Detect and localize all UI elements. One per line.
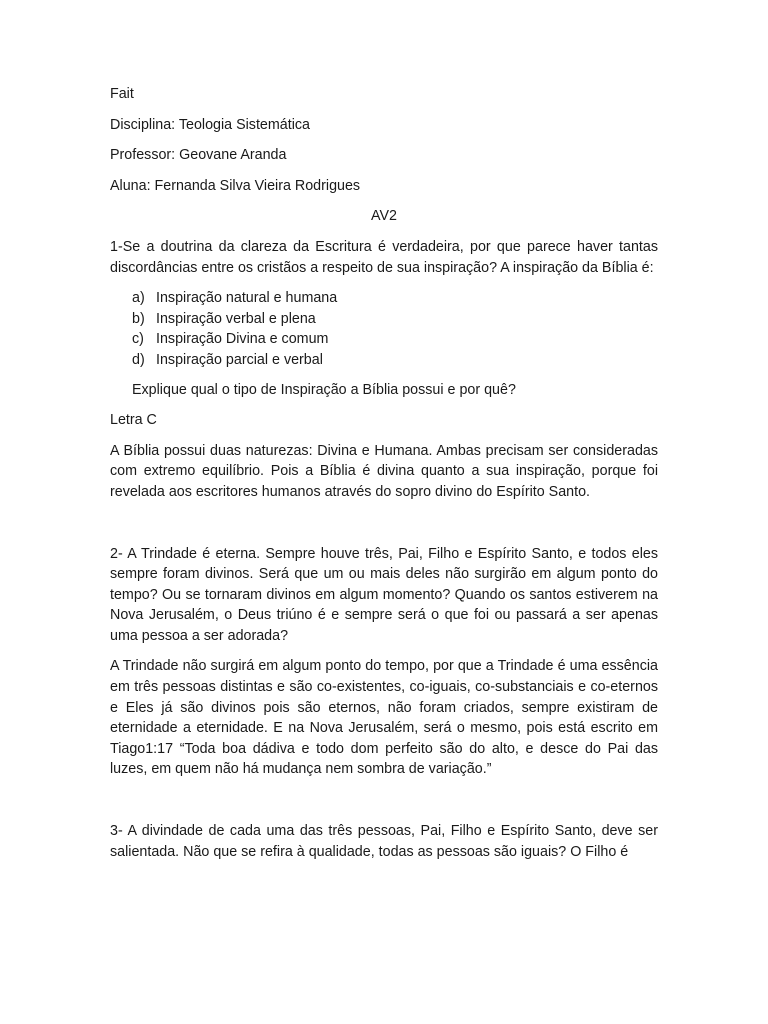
professor-line: Professor: Geovane Aranda [110,147,287,164]
question-1: 1-Se a doutrina da clareza da Escritura é verdadeira, por que parece haver tantas discordâncias entre os cristãos a respeito de sua inspiração? A inspiração da Bíblia é: [110,238,658,276]
option-text: Inspiração Divina e comum [156,331,329,348]
spacer [110,790,658,821]
option-text: Inspiração natural e humana [156,290,338,307]
question-3: 3- A divindade de cada uma das três pessoas, Pai, Filho e Espírito Santo, deve ser salientada. Não que se refira à qualidade, todas as pessoas são iguais? O Filho é [110,823,658,860]
option-letter: d) [132,351,145,368]
option-text: Inspiração parcial e verbal [156,351,323,368]
option-c [132,329,658,350]
option-a [132,288,658,309]
question-1-choice: Letra C [110,412,157,429]
question-1-options [110,288,658,370]
option-letter: a) [132,290,145,307]
option-d [132,350,658,371]
answer-1: A Bíblia possui duas naturezas: Divina e Humana. Ambas precisam ser consideradas com extremo equilíbrio. Pois a Bíblia é divina quanto a sua inspiração, porque foi revelada aos escritores humanos através do sopro divino do Espírito Santo. [110,442,658,500]
exam-title: AV2 [371,208,397,225]
option-letter: c) [132,331,144,348]
option-letter: b) [132,310,145,327]
option-text: Inspiração verbal e plena [156,310,316,327]
student-line: Aluna: Fernanda Silva Vieira Rodrigues [110,177,361,194]
spacer [110,513,658,544]
option-b [132,309,658,330]
discipline-line: Disciplina: Teologia Sistemática [110,116,310,133]
answer-2: A Trindade não surgirá em algum ponto do tempo, por que a Trindade é uma essência em três pessoas distintas e são co-existentes, co-iguais, co-substanciais e co-eternos e Eles já são divinos pois são eternos, não foram criados, sempre existiram de eternidade a eternidade. E na Nova Jerusalém, será o mesmo, pois está escrito em Tiago1:17 “Toda boa dádiva e todo dom perfeito são do alto, e desce do Pai das luzes, em quem não há mudança nem sombra de variação.” [110,658,658,778]
school-name: Fait [110,86,134,102]
question-2: 2- A Trindade é eterna. Sempre houve três, Pai, Filho e Espírito Santo, e todos eles sempre foram divinos. Será que um ou mais deles não surgirão em algum ponto do tempo? Ou se tornaram divinos em algum momento? Quando os santos estiverem na Nova Jerusalém, o Deus triúno é e sempre será o que foi ou passará a ser apenas uma pessoa a ser adorada? [110,545,658,644]
question-1-prompt: Explique qual o tipo de Inspiração a Bíblia possui e por quê? [132,381,516,398]
